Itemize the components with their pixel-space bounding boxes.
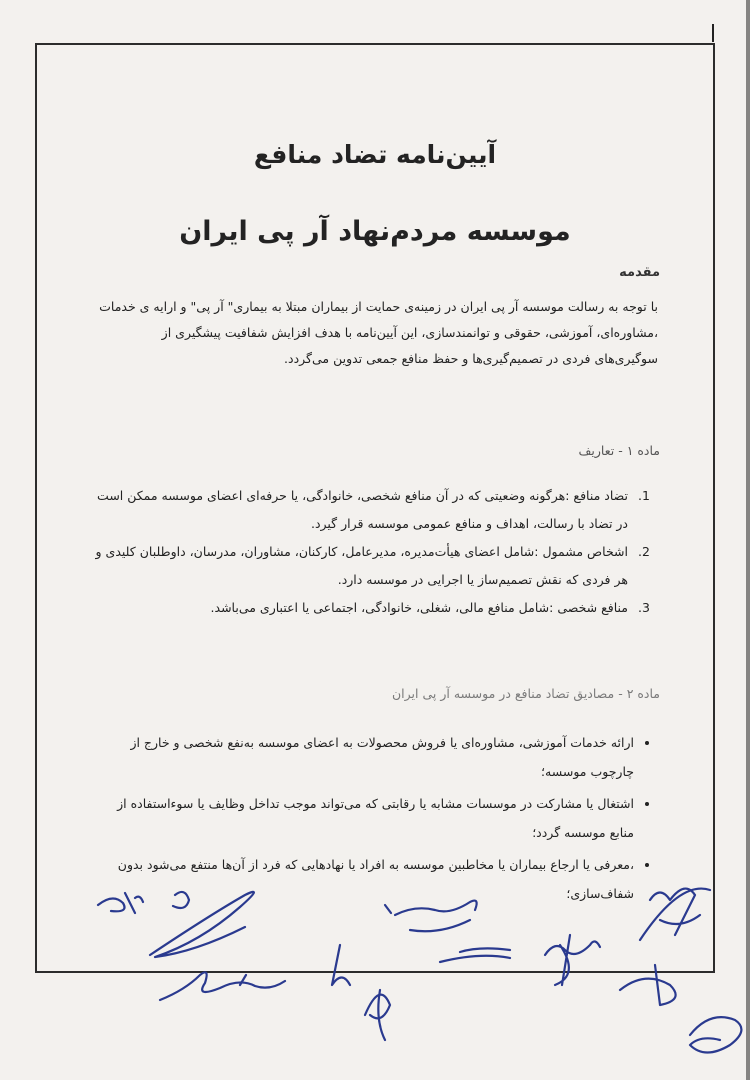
article-1-heading: ماده ۱ - تعاریف	[578, 443, 660, 458]
intro-heading: مقدمه	[619, 265, 660, 280]
document-title: آیین‌نامه تضاد منافع	[253, 140, 497, 169]
list-item: 1. تضاد منافع :هرگونه وضعیتی که در آن منافع شخصی، خانوادگی، یا حرفه‌ای اعضای موسسه ممکن است در تضاد با رسالت، اهداف و منافع عمومی موسسه قرار گیرد.	[94, 482, 634, 538]
organization-name: موسسه مردم‌نهاد آر پی ایران	[179, 216, 571, 247]
list-item: 2. اشخاص مشمول :شامل اعضای هیأت‌مدیره، مدیرعامل، کارکنان، مشاوران، مدرسان، داوطلبان کلیدی و هر فردی که نقش تصمیم‌ساز یا اجرایی در موسسه دارد.	[94, 538, 634, 594]
intro-paragraph: با توجه به رسالت موسسه آر پی ایران در زمینه‌ی حمایت از بیماران مبتلا به بیماری" آر پی" و ارایه ی خدمات ،مشاوره‌ای، آموزشی، حقوقی و توانمندسازی، این آیین‌نامه با هدف افزایش شفافیت پیشگیری از سوگیری‌های فردی در تصمیم‌گیری‌ها و حفظ منافع جمعی تدوین می‌گردد.	[99, 299, 658, 366]
list-item: • ،معرفی یا ارجاع بیماران یا مخاطبین موسسه به افراد یا نهادهایی که فرد از آن‌ها منتفع می‌شود بدون شفاف‌سازی؛	[94, 850, 634, 908]
page-mark	[712, 24, 714, 42]
signature-3	[160, 972, 285, 1000]
list-item: 3. منافع شخصی :شامل منافع مالی، شغلی، خانوادگی، اجتماعی یا اعتباری می‌باشد.	[94, 594, 634, 622]
article-2-heading: ماده ۲ - مصادیق تضاد منافع در موسسه آر پی ایران	[392, 686, 660, 701]
signature-10	[690, 1017, 741, 1052]
definitions-list	[94, 482, 660, 622]
list-item: • ارائه خدمات آموزشی، مشاوره‌ای یا فروش محصولات به اعضای موسسه به‌نفع شخصی و خارج از چارچوب موسسه؛	[94, 728, 634, 786]
cases-list	[94, 728, 660, 911]
list-item: • اشتغال یا مشارکت در موسسات مشابه یا رقابتی که می‌تواند موجب تداخل وظایف یا سوءاستفاده از منابع موسسه گردد؛	[94, 789, 634, 847]
